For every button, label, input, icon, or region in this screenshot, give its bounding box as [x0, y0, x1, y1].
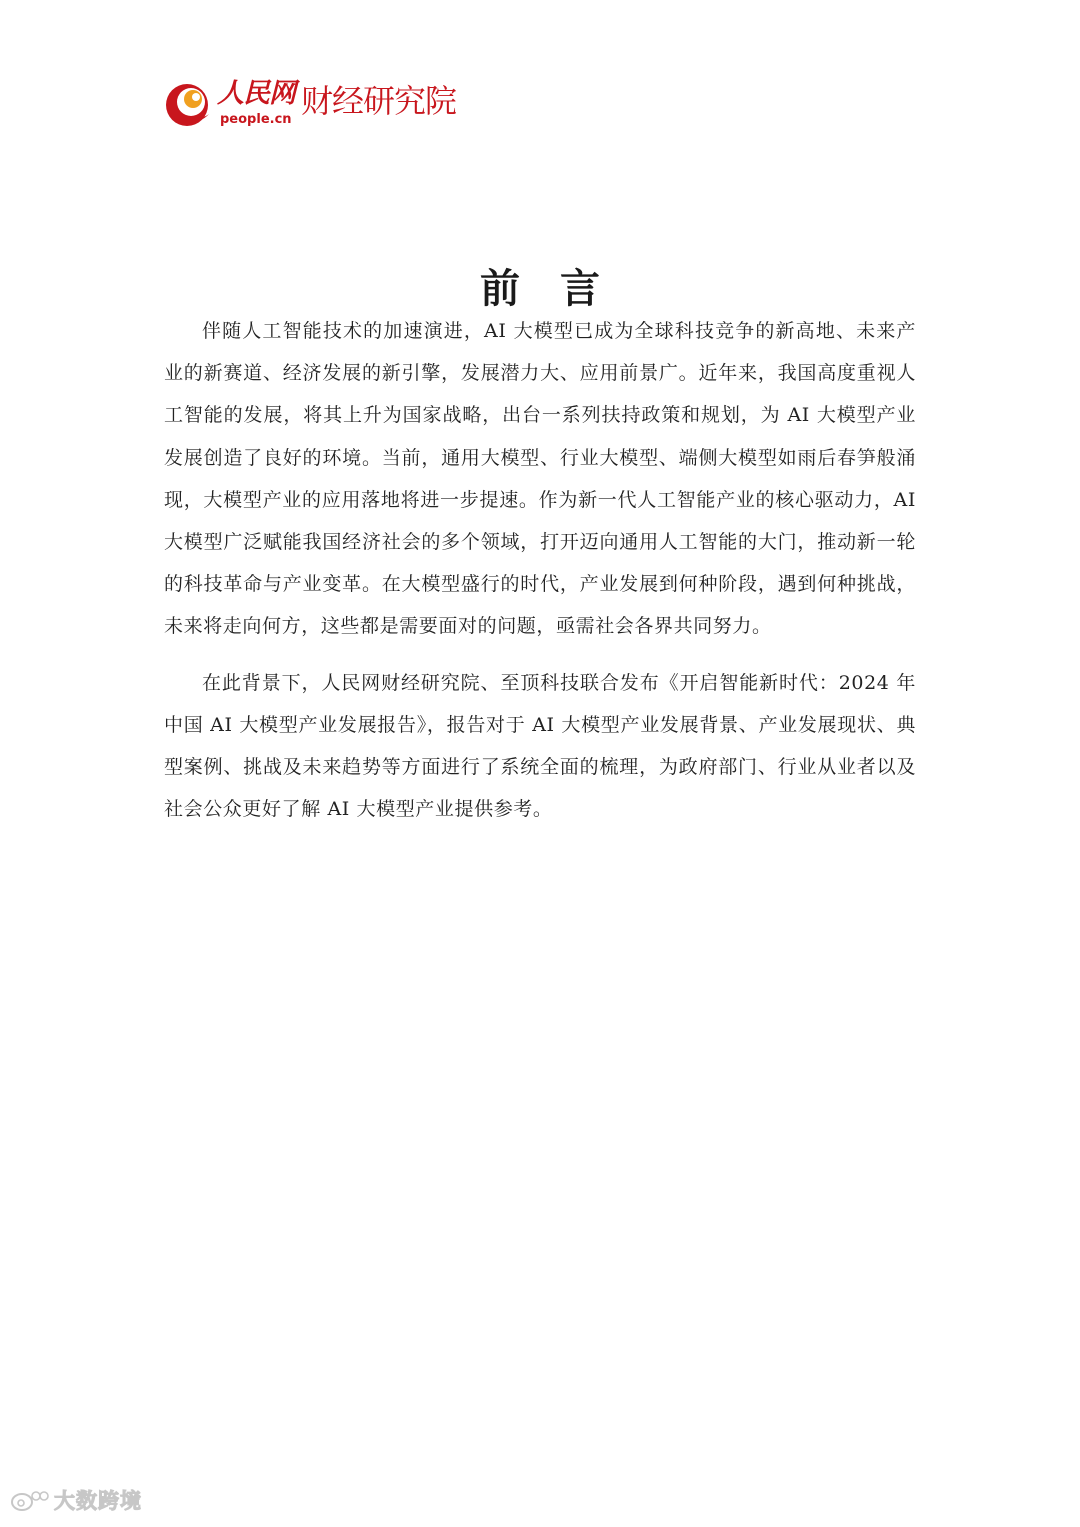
paragraph: 伴随人工智能技术的加速演进，AI 大模型已成为全球科技竞争的新高地、未来产业的新赛道、经济发展的新引擎，发展潜力大、应用前景广。近年来，我国高度重视人工智能的发展，将其上升为国家战略，出台一系列扶持政策和规划，为 AI 大模型产业发展创造了良好的环境。当前，通用大模型、行业大模型、端侧大模型如雨后春笋般涌现，大模型产业的应用落地将进一步提速。作为新一代人工智能产业的核心驱动力，AI 大模型广泛赋能我国经济社会的多个领域，打开迈向通用人工智能的大门，推动新一轮的科技革命与产业变革。在大模型盛行的时代，产业发展到何种阶段，遇到何种挑战，未来将走向何方，这些都是需要面对的问题，亟需社会各界共同努力。: [164, 320, 916, 638]
paragraph: 在此背景下，人民网财经研究院、至顶科技联合发布《开启智能新时代：2024 年中国 AI 大模型产业发展报告》，报告对于 AI 大模型产业发展背景、产业发展现状、典型案例、挑战及未来趋势等方面进行了系统全面的梳理，为政府部门、行业从业者以及社会公众更好了解 AI 大模型产业提供参考。: [164, 671, 916, 821]
people-logo-icon: [163, 78, 215, 128]
preface-body: [164, 310, 916, 844]
institute-name: 财经研究院: [301, 82, 457, 120]
watermark: [10, 1486, 142, 1514]
page-title: 前言: [480, 265, 640, 312]
weibo-like-logo-icon: [10, 1488, 50, 1512]
header-logo: [163, 76, 493, 132]
logo-wordmark: 人民网: [217, 78, 295, 109]
logo-domain: people.cn: [220, 112, 292, 127]
watermark-text: 大数跨境: [54, 1489, 142, 1513]
